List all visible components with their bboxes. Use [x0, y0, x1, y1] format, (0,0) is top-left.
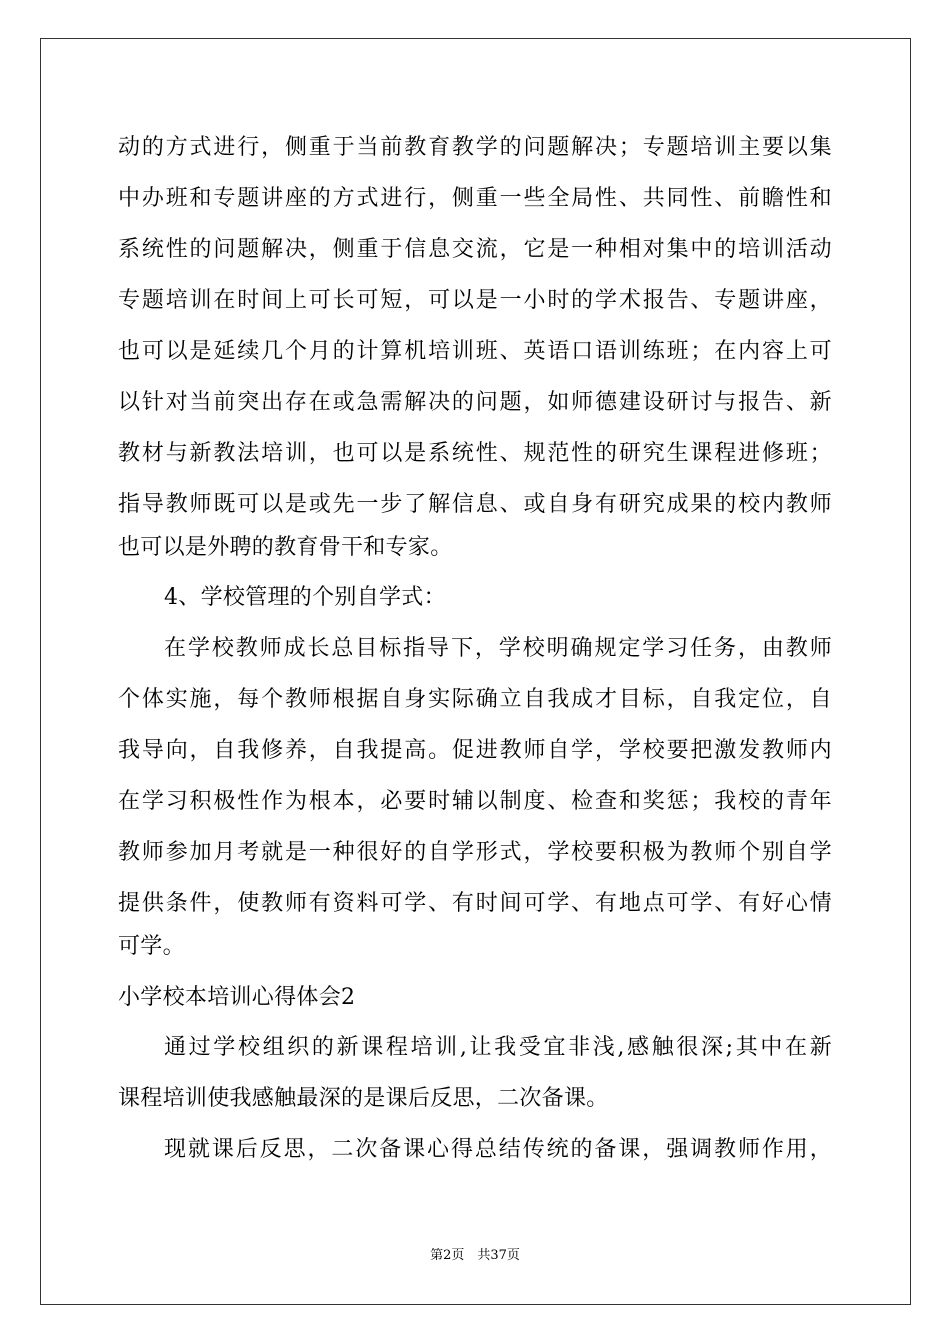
- page-frame: [40, 38, 911, 1305]
- body-text-line: 个体实施，每个教师根据自身实际确立自我成才目标，自我定位，自: [118, 687, 832, 712]
- article-title: 小学校本培训心得体会2: [118, 985, 356, 1010]
- body-text-line: 也可以是延续几个月的计算机培训班、英语口语训练班；在内容上可: [118, 339, 832, 364]
- body-text-line: 专题培训在时间上可长可短，可以是一小时的学术报告、专题讲座，: [118, 288, 832, 313]
- body-text-line: 在学习积极性作为根本，必要时辅以制度、检查和奖惩；我校的青年: [118, 789, 832, 814]
- body-text-line: 系统性的问题解决，侧重于信息交流，它是一种相对集中的培训活动: [118, 237, 832, 262]
- page-number-footer: 第2页 共37页: [430, 1248, 520, 1263]
- section-heading: 4、学校管理的个别自学式：: [164, 585, 446, 610]
- body-text-line: 中办班和专题讲座的方式进行，侧重一些全局性、共同性、前瞻性和: [118, 186, 832, 211]
- body-text-line: 教材与新教法培训，也可以是系统性、规范性的研究生课程进修班；: [118, 441, 832, 466]
- body-text-line: 通过学校组织的新课程培训,让我受宜非浅,感触很深;其中在新: [164, 1035, 832, 1060]
- body-text-line: 以针对当前突出存在或急需解决的问题，如师德建设研讨与报告、新: [118, 390, 832, 415]
- body-text-line: 动的方式进行，侧重于当前教育教学的问题解决；专题培训主要以集: [118, 135, 832, 160]
- body-text-line: 课程培训使我感触最深的是课后反思，二次备课。: [118, 1086, 609, 1111]
- body-text-line: 也可以是外聘的教育骨干和专家。: [118, 535, 453, 560]
- body-text-line: 可学。: [118, 934, 185, 959]
- body-text-line: 现就课后反思，二次备课心得总结传统的备课，强调教师作用，: [164, 1137, 832, 1162]
- body-text-line: 我导向，自我修养，自我提高。促进教师自学，学校要把激发教师内: [118, 738, 832, 763]
- body-text-line: 指导教师既可以是或先一步了解信息、或自身有研究成果的校内教师: [118, 492, 832, 517]
- body-text-line: 在学校教师成长总目标指导下，学校明确规定学习任务，由教师: [164, 636, 832, 661]
- body-text-line: 教师参加月考就是一种很好的自学形式，学校要积极为教师个别自学: [118, 840, 832, 865]
- body-text-line: 提供条件，使教师有资料可学、有时间可学、有地点可学、有好心情: [118, 891, 832, 916]
